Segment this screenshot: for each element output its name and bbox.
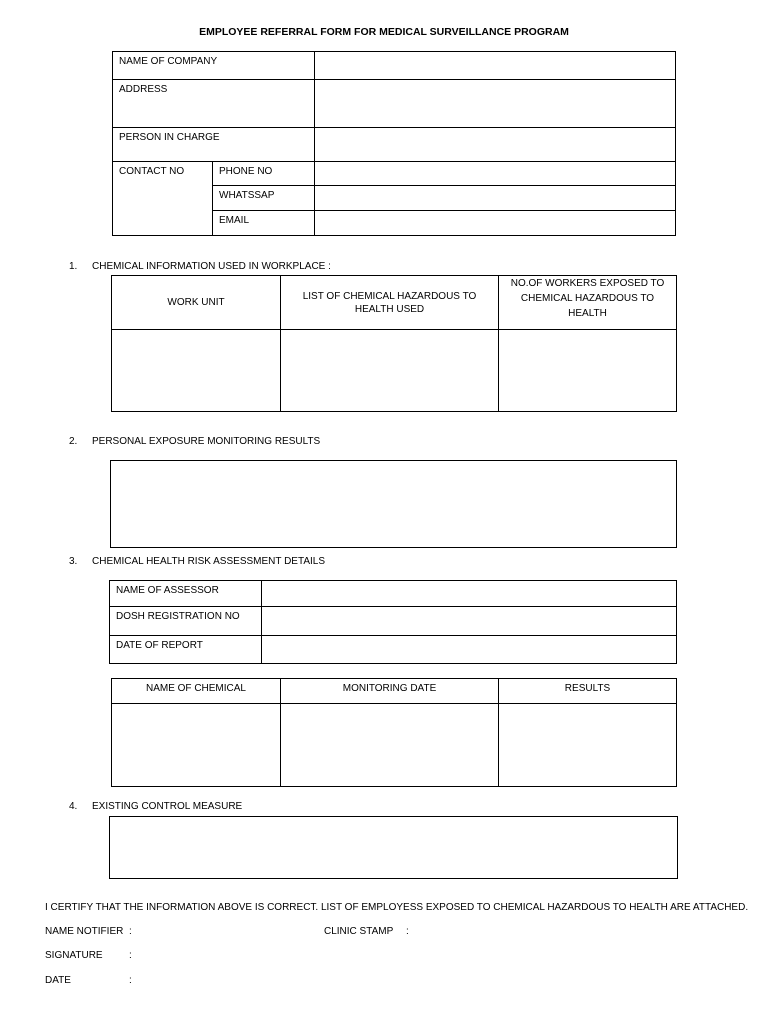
assessment-details-table	[109, 580, 677, 664]
signature-colon: :	[129, 950, 132, 961]
dosh-registration-label: DOSH REGISTRATION NO	[110, 607, 262, 636]
address-label: ADDRESS	[113, 80, 315, 128]
whatssap-label: WHATSSAP	[213, 186, 315, 211]
person-in-charge-field[interactable]	[315, 128, 676, 162]
name-notifier-field[interactable]	[138, 922, 308, 940]
section-2-heading: PERSONAL EXPOSURE MONITORING RESULTS	[92, 436, 321, 447]
name-notifier-label: NAME NOTIFIER	[45, 926, 124, 937]
person-in-charge-label: PERSON IN CHARGE	[113, 128, 315, 162]
signature-field[interactable]	[138, 946, 308, 964]
section-1-number: 1.	[69, 261, 78, 272]
chemical-info-table	[111, 275, 677, 412]
date-field[interactable]	[138, 971, 308, 989]
phone-no-label: PHONE NO	[213, 162, 315, 186]
form-title: EMPLOYEE REFERRAL FORM FOR MEDICAL SURVEILLANCE PROGRAM	[199, 26, 569, 38]
clinic-stamp-label: CLINIC STAMP	[324, 926, 394, 937]
workers-exposed-header: NO.OF WORKERS EXPOSED TO CHEMICAL HAZARDOUS TO HEALTH	[499, 276, 677, 330]
chemical-list-header: LIST OF CHEMICAL HAZARDOUS TO HEALTH USED	[281, 276, 499, 330]
date-label: DATE	[45, 975, 71, 986]
monitoring-date-header: MONITORING DATE	[281, 679, 499, 704]
section-3-number: 3.	[69, 556, 78, 567]
monitoring-date-field[interactable]	[281, 704, 499, 787]
work-unit-field[interactable]	[112, 330, 281, 412]
name-of-chemical-field[interactable]	[112, 704, 281, 787]
email-label: EMAIL	[213, 211, 315, 236]
name-of-company-field[interactable]	[315, 52, 676, 80]
phone-no-field[interactable]	[315, 162, 676, 186]
section-3-heading: CHEMICAL HEALTH RISK ASSESSMENT DETAILS	[92, 556, 326, 567]
chemical-list-field[interactable]	[281, 330, 499, 412]
work-unit-header: WORK UNIT	[112, 276, 281, 330]
section-4-number: 4.	[69, 801, 78, 812]
section-2-number: 2.	[69, 436, 78, 447]
results-field[interactable]	[499, 704, 677, 787]
dosh-registration-field[interactable]	[262, 607, 677, 636]
whatssap-field[interactable]	[315, 186, 676, 211]
name-of-assessor-label: NAME OF ASSESSOR	[110, 581, 262, 607]
date-of-report-field[interactable]	[262, 636, 677, 664]
section-4-heading: EXISTING CONTROL MEASURE	[92, 801, 243, 812]
email-field[interactable]	[315, 211, 676, 236]
name-of-company-label: NAME OF COMPANY	[113, 52, 315, 80]
date-colon: :	[129, 975, 132, 986]
address-field[interactable]	[315, 80, 676, 128]
name-notifier-colon: :	[129, 926, 132, 937]
workers-exposed-field[interactable]	[499, 330, 677, 412]
signature-label: SIGNATURE	[45, 950, 103, 961]
name-of-chemical-header: NAME OF CHEMICAL	[112, 679, 281, 704]
existing-control-measure-box[interactable]	[109, 816, 678, 879]
certification-statement: I CERTIFY THAT THE INFORMATION ABOVE IS CORRECT. LIST OF EMPLOYESS EXPOSED TO CHEMICAL HAZARDOUS TO HEALTH ARE ATTACHED.	[45, 902, 749, 913]
clinic-stamp-colon: :	[406, 926, 409, 937]
exposure-monitoring-results-box[interactable]	[110, 460, 677, 548]
date-of-report-label: DATE OF REPORT	[110, 636, 262, 664]
section-1-heading: CHEMICAL INFORMATION USED IN WORKPLACE :	[92, 261, 331, 272]
name-of-assessor-field[interactable]	[262, 581, 677, 607]
monitoring-table	[111, 678, 677, 787]
contact-no-label: CONTACT NO	[113, 162, 213, 236]
results-header: RESULTS	[499, 679, 677, 704]
company-info-table	[112, 51, 676, 236]
